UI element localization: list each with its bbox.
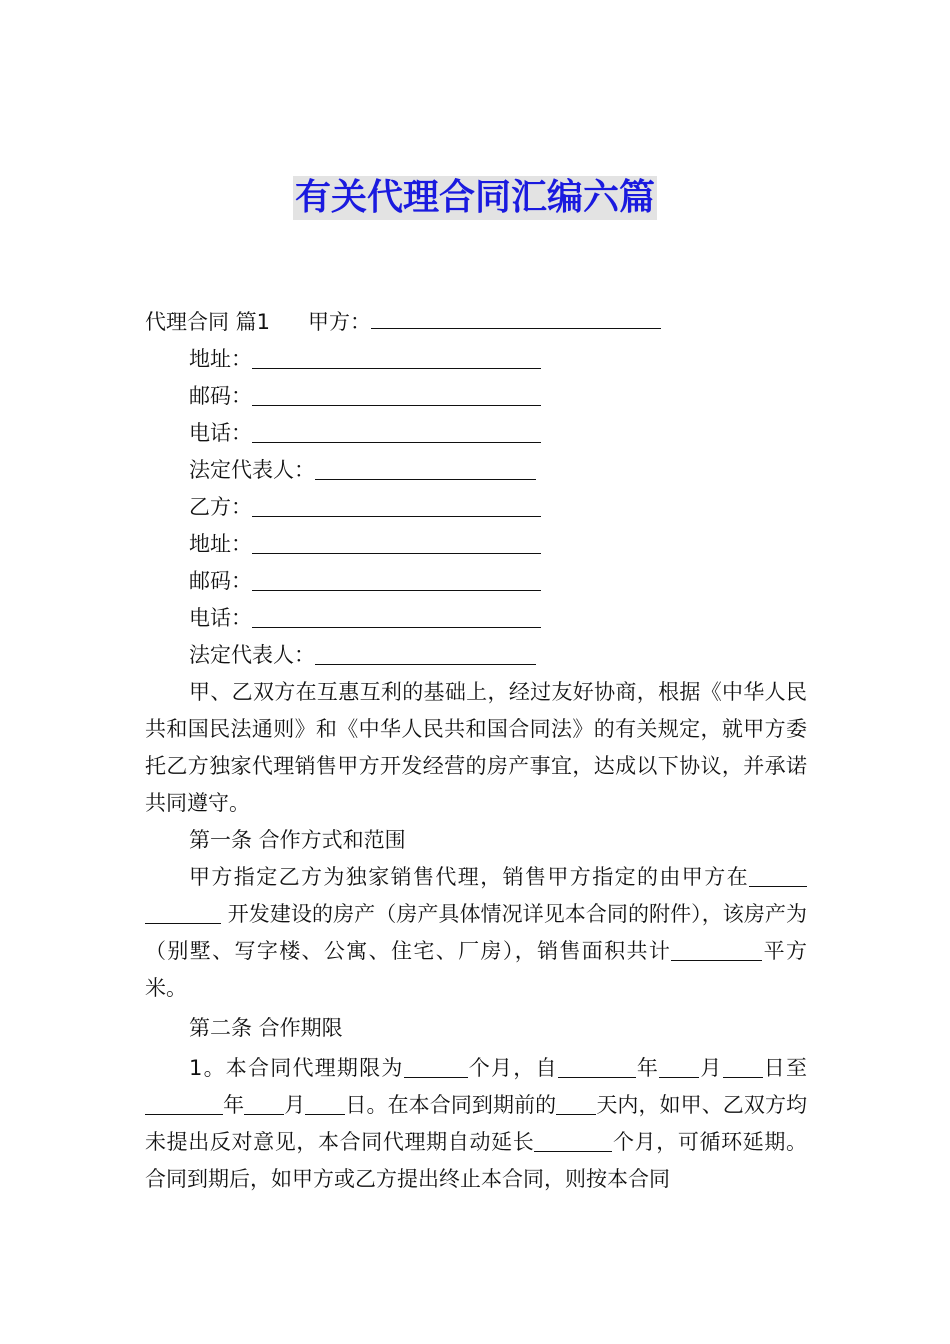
party-b-name-line — [145, 489, 807, 526]
party-b-postcode-label: 邮码： — [189, 569, 252, 593]
article-2-text-4: 月 — [699, 1056, 723, 1080]
article-1-text-1: 甲方指定乙方为独家销售代理，销售甲方指定的由甲方在 — [189, 865, 749, 889]
party-a-rep-label: 法定代表人： — [189, 458, 315, 482]
article-2-text-2: 个月，自 — [467, 1056, 558, 1080]
start-year-blank[interactable] — [558, 1055, 636, 1078]
article-1-heading: 第一条 合作方式和范围 — [189, 828, 406, 852]
article-2-paragraph — [145, 1050, 807, 1198]
article-1-location-blank-b[interactable] — [145, 901, 221, 924]
party-b-rep-line — [145, 637, 807, 674]
party-b-rep-blank[interactable] — [315, 642, 536, 665]
party-b-address-label: 地址： — [189, 532, 252, 556]
party-a-postcode-label: 邮码： — [189, 384, 252, 408]
party-a-address-label: 地址： — [189, 347, 252, 371]
party-b-phone-blank[interactable] — [252, 605, 541, 628]
start-day-blank[interactable] — [723, 1055, 763, 1078]
end-day-blank[interactable] — [305, 1092, 345, 1115]
contract-body — [145, 304, 807, 1198]
party-b-blank[interactable] — [252, 494, 541, 517]
party-b-phone-line — [145, 600, 807, 637]
party-a-rep-blank[interactable] — [315, 457, 536, 480]
party-a-rep-line — [145, 452, 807, 489]
party-a-address-blank[interactable] — [252, 346, 541, 369]
article-2-text-9: 天内，如甲、乙双方均未提出反对意见，本合同代理期自动延长 — [145, 1093, 808, 1154]
document-title: 有关代理合同汇编六篇 — [294, 177, 655, 218]
article-2-text-8: 日。在本合同到期前的 — [345, 1093, 557, 1117]
party-a-label: 甲方： — [308, 310, 372, 334]
article-2-text-1: 1。本合同代理期限为 — [189, 1056, 404, 1080]
term-months-blank[interactable] — [404, 1055, 468, 1078]
article-2-text-10: 个月，可循环延期。合同到期后，如甲方或乙方提出终止本合同，则按本合同 — [145, 1130, 808, 1191]
party-b-postcode-blank[interactable] — [252, 568, 541, 591]
party-a-phone-line — [145, 415, 807, 452]
article-2-heading: 第二条 合作期限 — [189, 1016, 343, 1040]
party-b-label: 乙方： — [189, 495, 252, 519]
article-1-text-3: 平方米。 — [145, 939, 808, 1000]
party-a-postcode-blank[interactable] — [252, 383, 541, 406]
section-label: 代理合同 篇1 — [145, 310, 271, 334]
title-wrap — [0, 176, 950, 220]
article-2-text-6: 年 — [223, 1093, 245, 1117]
section-header-line — [145, 304, 807, 341]
article-1-location-blank-a[interactable] — [749, 864, 807, 887]
intro-paragraph: 甲、乙双方在互惠互利的基础上，经过友好协商，根据《中华人民共和国民法通则》和《中华人民共和国合同法》的有关规定，就甲方委托乙方独家代理销售甲方开发经营的房产事宜，达成以下协议，并承诺共同遵守。 — [145, 680, 807, 815]
party-a-postcode-line — [145, 378, 807, 415]
party-a-blank[interactable] — [371, 306, 661, 329]
extension-months-blank[interactable] — [534, 1129, 612, 1152]
article-1-text-2: 开发建设的房产（房产具体情况详见本合同的附件），该房产为（别墅、写字楼、公寓、住宅、厂房），销售面积共计 — [145, 902, 807, 963]
party-a-phone-label: 电话： — [189, 421, 252, 445]
party-b-address-blank[interactable] — [252, 531, 541, 554]
notice-days-blank[interactable] — [556, 1092, 596, 1115]
article-1-area-blank-a[interactable] — [671, 938, 729, 961]
end-month-blank[interactable] — [244, 1092, 284, 1115]
article-2-text-7: 月 — [284, 1093, 306, 1117]
party-b-postcode-line — [145, 563, 807, 600]
start-month-blank[interactable] — [659, 1055, 699, 1078]
article-1-paragraph — [145, 859, 807, 1007]
party-b-phone-label: 电话： — [189, 606, 252, 630]
party-b-rep-label: 法定代表人： — [189, 643, 315, 667]
article-1-area-blank-b[interactable] — [729, 938, 762, 961]
party-a-address-line — [145, 341, 807, 378]
party-a-phone-blank[interactable] — [252, 420, 541, 443]
article-2-text-5: 日至 — [762, 1056, 808, 1080]
end-year-blank[interactable] — [145, 1092, 223, 1115]
party-b-address-line — [145, 526, 807, 563]
article-2-text-3: 年 — [635, 1056, 660, 1080]
